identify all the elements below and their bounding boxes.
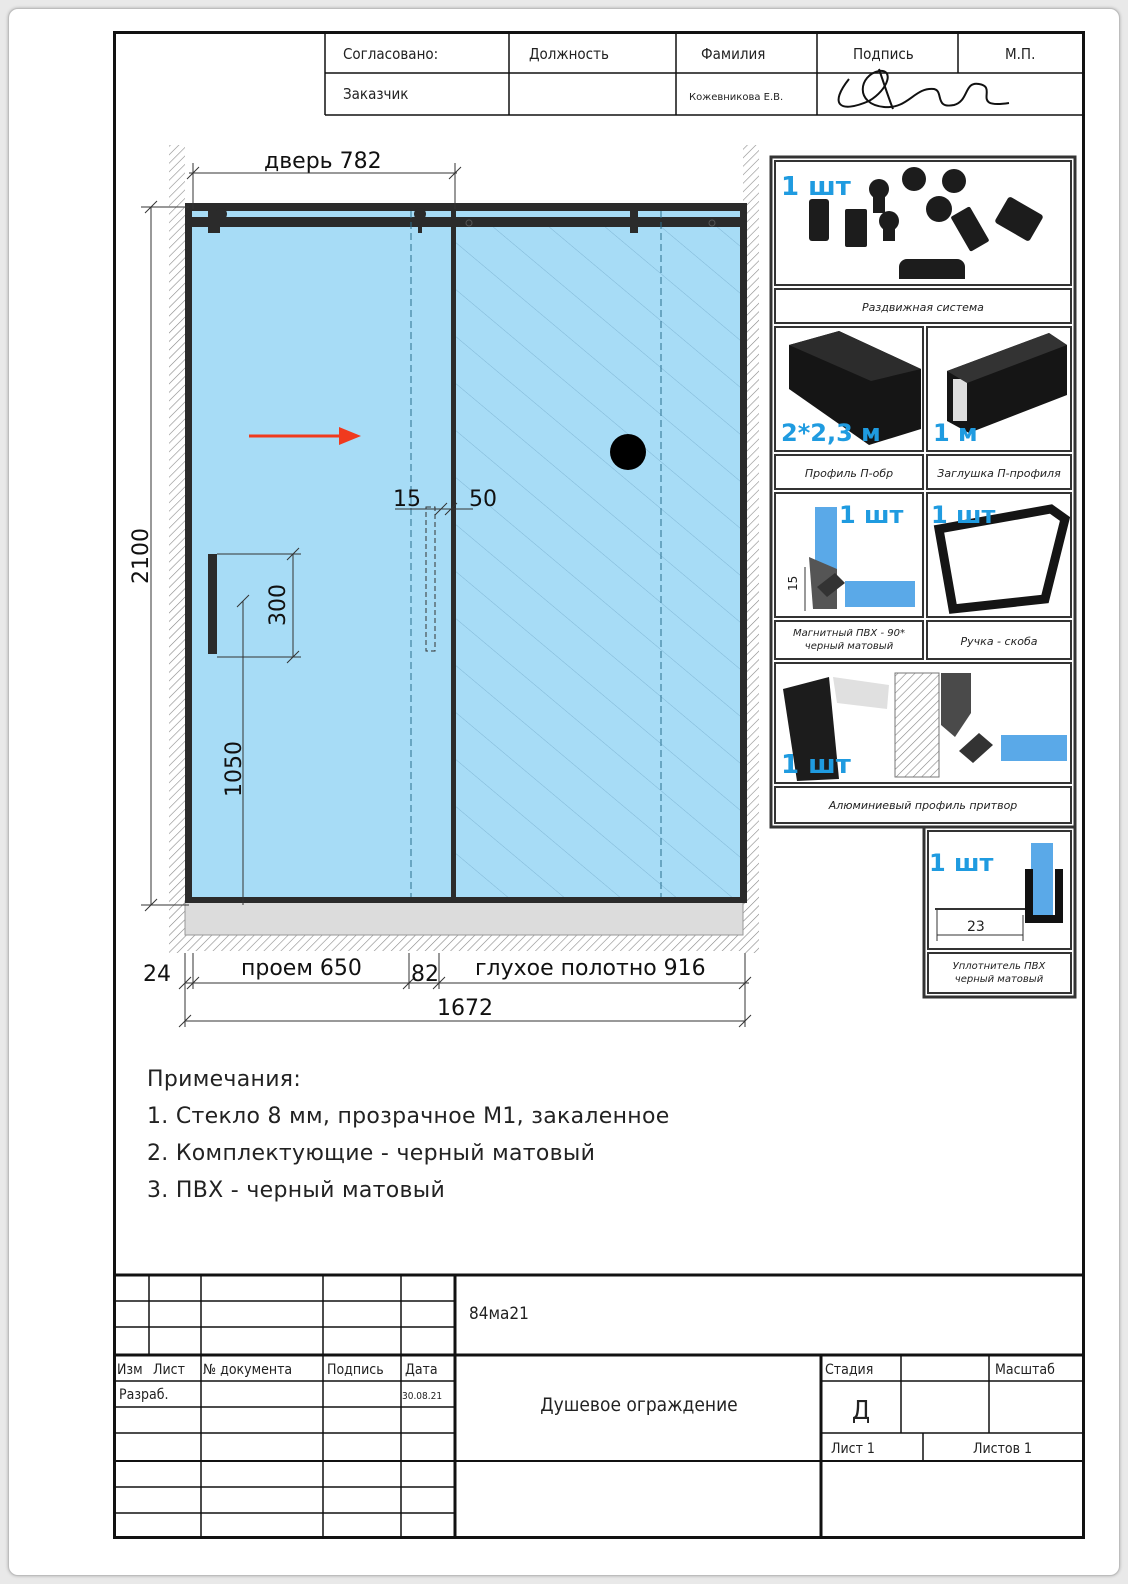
qty-magnetic-seal: 1 шт	[839, 501, 904, 529]
knob	[610, 434, 646, 470]
col-sign: Подпись	[327, 1362, 384, 1378]
stage-value: Д	[851, 1396, 871, 1426]
signature-image	[839, 69, 1009, 109]
col-izm: Изм	[117, 1362, 143, 1378]
caption-end-cap: Заглушка П-профиля	[937, 467, 1061, 480]
surname-header: Фамилия	[701, 45, 766, 63]
fixed-glass-hatching	[451, 225, 743, 901]
note-item: 1. Стекло 8 мм, прозрачное М1, закаленное	[147, 1104, 670, 1129]
qty-end-cap: 1 м	[933, 419, 978, 447]
qty-sliding-system: 1 шт	[781, 172, 851, 202]
date-value: 30.08.21	[402, 1391, 443, 1402]
note-item: 2. Комплектующие - черный матовый	[147, 1141, 596, 1166]
roller-stem	[418, 219, 422, 233]
door-handle	[208, 554, 217, 654]
signature-header: Подпись	[853, 45, 914, 63]
qty-aluminium-profile: 1 шт	[781, 750, 851, 780]
col-doc: № документа	[203, 1362, 293, 1378]
notes-section	[147, 1061, 670, 1209]
gap-left-dimension: 15	[393, 487, 421, 512]
height-dimension: 2100	[129, 528, 154, 584]
door-dimension: дверь 782	[264, 149, 382, 174]
pvc-seal-dim: 23	[967, 919, 985, 935]
col-date: Дата	[405, 1362, 438, 1378]
notes-title: Примечания:	[147, 1067, 302, 1092]
top-profile	[185, 203, 745, 211]
left-profile	[185, 203, 192, 903]
floor	[185, 901, 743, 935]
document-title: Душевое ограждение	[540, 1394, 738, 1416]
handle-height-dimension: 1050	[222, 741, 247, 797]
gap-right-dimension: 50	[469, 487, 497, 512]
rail-stopper	[208, 211, 220, 233]
sheets-label: Листов 1	[973, 1441, 1033, 1457]
drawing-canvas	[9, 9, 1119, 1575]
scale-label: Масштаб	[995, 1362, 1055, 1378]
floor-hatch	[185, 935, 743, 951]
drawing-sheet	[8, 8, 1120, 1576]
wall-offset-dimension: 24	[143, 962, 171, 987]
position-header: Должность	[529, 45, 609, 63]
right-profile	[740, 203, 747, 903]
magnetic-seal-dim: 15	[786, 575, 800, 591]
agreed-label: Согласовано:	[343, 45, 439, 63]
handle-size-dimension: 300	[266, 584, 291, 626]
left-wall	[169, 145, 185, 953]
qty-pvc-seal: 1 шт	[929, 849, 994, 877]
note-item: 3. ПВХ - черный матовый	[147, 1178, 446, 1203]
slide-rail	[187, 217, 743, 227]
caption-pvc-seal: Уплотнитель ПВХ	[952, 961, 1046, 972]
stage-label: Стадия	[825, 1362, 874, 1378]
fixed-panel-dimension: глухое полотно 916	[475, 956, 706, 981]
rail-bracket	[630, 211, 638, 233]
total-width-dimension: 1672	[437, 996, 493, 1021]
qty-u-profile: 2*2,3 м	[781, 419, 881, 447]
overlap-dimension: 82	[411, 962, 439, 987]
qty-bracket-handle: 1 шт	[931, 501, 996, 529]
caption-u-profile: Профиль П-обр	[804, 467, 894, 480]
bottom-profile	[185, 897, 747, 903]
doc-code: 84ма21	[469, 1304, 529, 1324]
stamp-header: М.П.	[1005, 45, 1036, 63]
developer-label: Разраб.	[119, 1387, 169, 1403]
caption-pvc-seal-2: черный матовый	[954, 974, 1044, 985]
roller-right	[414, 208, 426, 220]
customer-surname: Кожевникова Е.В.	[689, 92, 784, 103]
middle-profile	[451, 203, 456, 903]
opening-dimension: проем 650	[241, 956, 362, 981]
caption-magnetic-seal-2: черный матовый	[804, 641, 894, 652]
col-list: Лист	[153, 1362, 185, 1378]
caption-aluminium-profile: Алюминиевый профиль притвор	[828, 799, 1018, 812]
caption-bracket-handle: Ручка - скоба	[960, 635, 1038, 648]
sheet-label: Лист 1	[831, 1441, 875, 1457]
caption-sliding-system: Раздвижная система	[862, 301, 984, 314]
caption-magnetic-seal: Магнитный ПВХ - 90*	[793, 628, 905, 639]
customer-label: Заказчик	[343, 85, 409, 103]
